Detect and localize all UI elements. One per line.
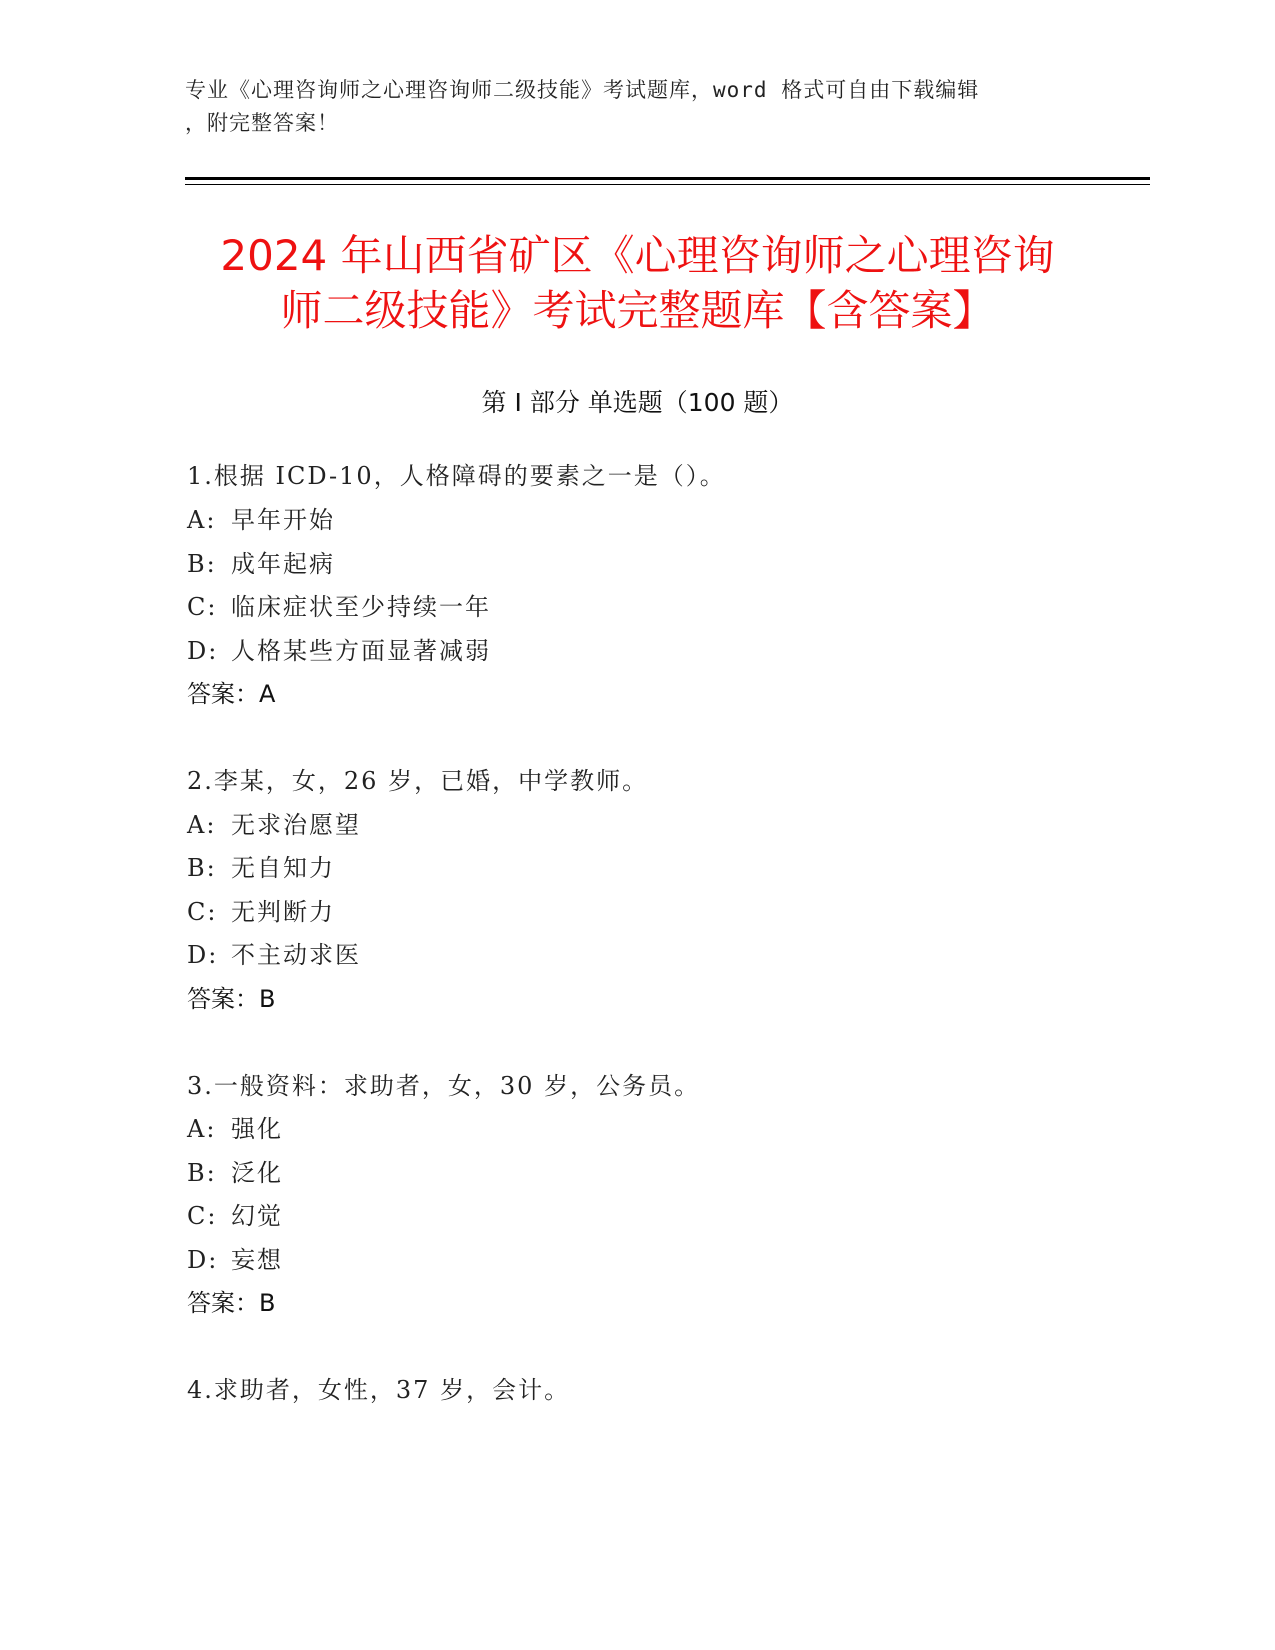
header-divider-thick [185, 177, 1150, 180]
document-title-line-2: 师二级技能》考试完整题库【含答案】 [280, 286, 995, 335]
question-2-option-d [187, 940, 361, 970]
option-text: 幻觉 [231, 1202, 283, 1230]
option-letter: A: [187, 811, 217, 839]
option-letter: D: [187, 1246, 219, 1274]
document-title-line-1: 2024 年山西省矿区《心理咨询师之心理咨询 [220, 231, 1055, 280]
question-3-option-c [187, 1201, 283, 1231]
option-letter: C: [187, 593, 218, 621]
option-letter: C: [187, 898, 218, 926]
question-3-text: 3.一般资料：求助者，女，30 岁，公务员。 [187, 1072, 701, 1100]
option-text: 成年起病 [231, 550, 335, 578]
question-1-answer: 答案：A [187, 680, 276, 708]
option-text: 人格某些方面显著减弱 [231, 637, 491, 665]
option-text: 临床症状至少持续一年 [231, 593, 491, 621]
option-letter: A: [187, 1115, 217, 1143]
header-note-line-1: 专业《心理咨询师之心理咨询师二级技能》考试题库，word 格式可自由下载编辑 [185, 78, 980, 102]
question-3-option-d [187, 1245, 283, 1275]
option-letter: C: [187, 1202, 218, 1230]
question-2-answer: 答案：B [187, 985, 276, 1013]
option-text: 不主动求医 [231, 941, 361, 969]
option-text: 无自知力 [231, 854, 335, 882]
option-text: 早年开始 [231, 506, 335, 534]
question-3-option-a [187, 1114, 283, 1144]
section-heading: 第 I 部分 单选题（100 题） [481, 388, 794, 417]
header-note-line-2: ，附完整答案！ [185, 111, 339, 135]
option-text: 妄想 [231, 1246, 283, 1274]
option-text: 强化 [231, 1115, 283, 1143]
question-2-option-b [187, 853, 335, 883]
option-text: 无判断力 [231, 898, 335, 926]
option-letter: B: [187, 550, 217, 578]
option-letter: A: [187, 506, 217, 534]
question-1-text: 1.根据 ICD-10，人格障碍的要素之一是（）。 [187, 462, 726, 490]
header-divider-thin [185, 184, 1150, 185]
option-letter: D: [187, 637, 219, 665]
question-2-text: 2.李某，女，26 岁，已婚，中学教师。 [187, 767, 649, 795]
question-4-text: 4.求助者，女性，37 岁，会计。 [187, 1376, 571, 1404]
question-1-option-c [187, 592, 491, 622]
question-2-option-a [187, 810, 361, 840]
option-letter: B: [187, 854, 217, 882]
question-1-option-a [187, 505, 335, 535]
question-1-option-d [187, 636, 491, 666]
option-letter: D: [187, 941, 219, 969]
document-title [185, 228, 1090, 338]
question-2-option-c [187, 897, 335, 927]
question-3-answer: 答案：B [187, 1289, 276, 1317]
question-3-option-b [187, 1158, 283, 1188]
option-text: 无求治愿望 [231, 811, 361, 839]
option-text: 泛化 [231, 1159, 283, 1187]
option-letter: B: [187, 1159, 217, 1187]
question-1-option-b [187, 549, 335, 579]
header-note [185, 74, 1065, 140]
